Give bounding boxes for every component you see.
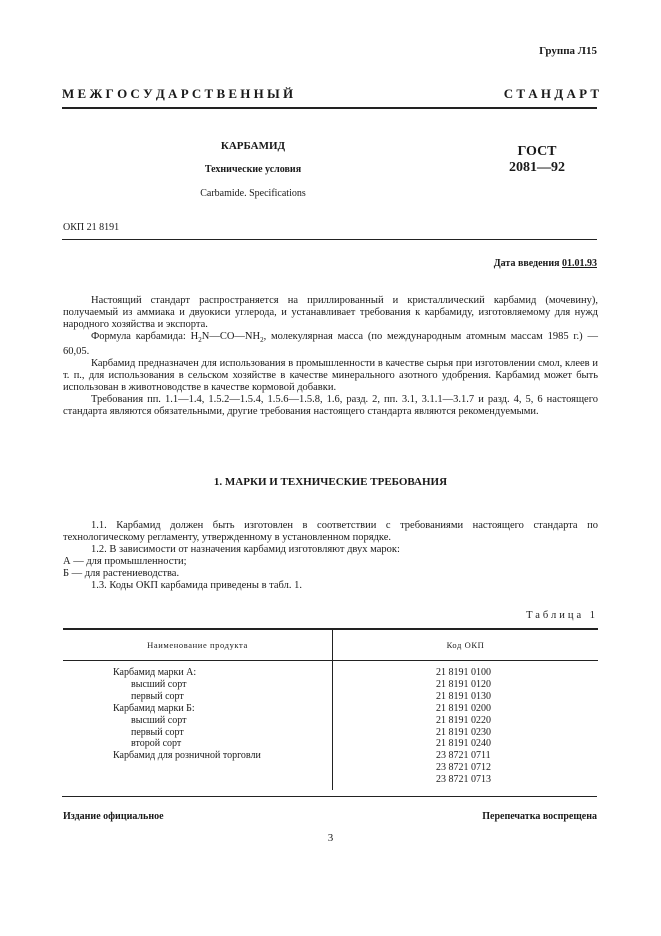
- effective-date: [494, 258, 597, 269]
- okp-code-value: 21 8191 0230: [436, 726, 491, 738]
- clause-1-3: 1.3. Коды ОКП карбамида приведены в табл. 1.: [91, 580, 302, 591]
- reprint-prohibited: Перепечатка воспрещена: [482, 811, 597, 822]
- column-header-code: Код ОКП: [333, 629, 599, 661]
- intro-paragraph-3: Карбамид предназначен для использования в промышленности в качестве сырья при изготовлении смол, клеев и т. п., для использования в сельском хозяйстве в качестве минерального азотного удобрения. Карбамид может быть использован в животноводстве в качестве кормовой добавки.: [63, 358, 598, 394]
- banner-rule: [62, 107, 597, 109]
- table-caption: Таблица 1: [526, 610, 598, 621]
- product-name: второй сорт: [131, 738, 182, 750]
- intro-text: [63, 295, 598, 418]
- footer-rule: [62, 796, 597, 797]
- clause-1-1: 1.1. Карбамид должен быть изготовлен в соответствии с требованиями настоящего стандарта по технологическому регламенту, утвержденному в установленном порядке.: [63, 520, 598, 543]
- mark-b: Б — для растениеводства.: [63, 568, 180, 579]
- english-title: Carbamide. Specifications: [200, 188, 306, 199]
- intro-paragraph-4: Требования пп. 1.1—1.4, 1.5.2—1.5.4, 1.5.6—1.5.8, 1.6, разд. 2, пп. 3.1, 3.1.1—3.1.7 и разд. 4, 5, 6 настоящего стандарта являются обязательными, другие требования настоящего стандарта являются рекомендуемыми.: [63, 394, 598, 418]
- okp-code-value: 21 8191 0120: [436, 678, 491, 690]
- official-edition: Издание официальное: [63, 811, 164, 822]
- document-title: КАРБАМИД: [220, 140, 286, 152]
- banner-word-1: М Е Ж Г О С У Д А Р С Т В Е Н Н Ы Й: [62, 86, 294, 101]
- column-header-name: Наименование продукта: [63, 629, 333, 661]
- document-subtitle: Технические условия: [204, 164, 302, 175]
- banner-word-2: С Т А Н Д А Р Т: [503, 86, 599, 101]
- okp-code-value: 21 8191 0240: [436, 738, 491, 750]
- okp-code: ОКП 21 8191: [63, 222, 120, 233]
- mark-a: А — для промышленности;: [63, 556, 187, 567]
- product-name: первый сорт: [131, 726, 184, 738]
- okp-code-value: 21 8191 0130: [436, 690, 491, 702]
- product-name: Карбамид марки Б:: [113, 702, 195, 714]
- product-name: Карбамид для розничной торговли: [113, 750, 261, 762]
- product-names-cell: [63, 661, 333, 791]
- okp-table: [63, 628, 598, 790]
- product-name: высший сорт: [131, 678, 187, 690]
- date-label: Дата введения: [493, 258, 560, 269]
- product-name: высший сорт: [131, 714, 187, 726]
- okp-code-value: 21 8191 0200: [436, 702, 491, 714]
- intro-paragraph-2: Формула карбамида: $H_2N—CO—NH_2$, молекулярная масса (по международным атомным массам 1985 г.) — 60,05.: [63, 331, 598, 358]
- okp-code-value: 23 8721 0712: [436, 762, 491, 774]
- clause-1-2: 1.2. В зависимости от назначения карбамид изготовляют двух марок:: [91, 544, 400, 555]
- okp-code-value: 23 8721 0711: [436, 750, 491, 762]
- intro-paragraph-1: Настоящий стандарт распространяется на приллированный и кристаллический карбамид (мочевину), получаемый из аммиака и двуокиси углерода, и устанавливает требования к карбамиду, изготовляемому для нужд народного хозяйства и экспорта.: [63, 295, 598, 330]
- section-1-text: [63, 520, 598, 592]
- product-name: первый сорт: [131, 690, 184, 702]
- okp-codes-cell: [333, 661, 599, 791]
- standard-banner: [62, 86, 599, 102]
- okp-rule: [62, 239, 597, 240]
- product-name: Карбамид марки А:: [113, 667, 197, 678]
- group-label: Группа Л15: [539, 45, 597, 57]
- gost-number: 2081—92: [509, 160, 565, 175]
- gost-block: [500, 144, 574, 176]
- okp-code-value: 23 8721 0713: [436, 774, 491, 786]
- page-number: 3: [327, 832, 334, 844]
- okp-code-value: 21 8191 0100: [436, 667, 491, 678]
- okp-code-value: 21 8191 0220: [436, 714, 491, 726]
- gost-label: ГОСТ: [517, 144, 557, 159]
- section-heading: 1. МАРКИ И ТЕХНИЧЕСКИЕ ТРЕБОВАНИЯ: [213, 476, 448, 488]
- date-value: 01.01.93: [562, 258, 597, 269]
